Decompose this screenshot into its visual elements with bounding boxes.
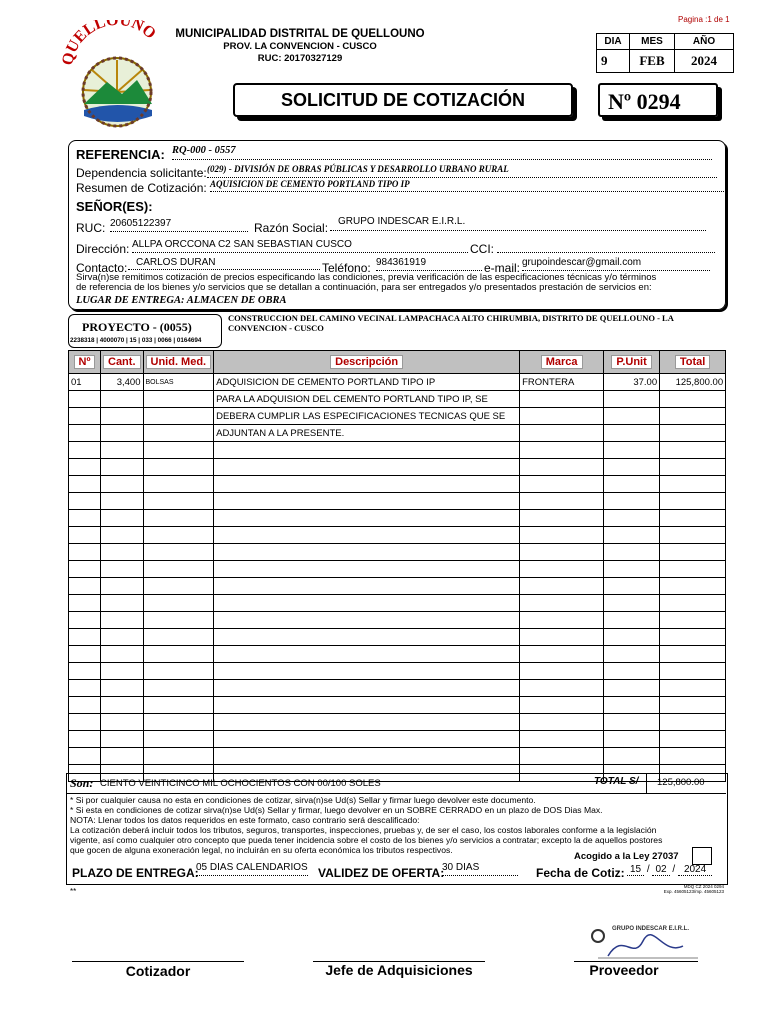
empty-cell — [520, 561, 604, 578]
plazo-label: PLAZO DE ENTREGA: — [72, 866, 199, 880]
empty-cell — [660, 442, 726, 459]
empty-cell — [214, 442, 520, 459]
document-title: SOLICITUD DE COTIZACIÓN — [233, 83, 573, 117]
table-row — [69, 408, 726, 425]
empty-cell — [143, 748, 214, 765]
items-header-row — [69, 351, 726, 374]
col-header-descripcion — [214, 351, 520, 374]
empty-cell — [520, 578, 604, 595]
row-numero: 01 — [69, 374, 101, 391]
empty-cell — [660, 646, 726, 663]
empty-cell — [101, 561, 144, 578]
intro-line-2: de referencia de los bienes y/o servicios que se detallan a continuación, para ser entregados y/o presentados prestación de servicios en: — [76, 282, 652, 293]
empty-cell — [520, 748, 604, 765]
empty-cell — [101, 493, 144, 510]
empty-cell — [604, 612, 660, 629]
validez-label: VALIDEZ DE OFERTA: — [318, 866, 445, 880]
empty-cell — [214, 493, 520, 510]
telefono-value: 984361919 — [376, 257, 482, 271]
empty-cell — [101, 544, 144, 561]
empty-cell — [520, 680, 604, 697]
table-row — [69, 510, 726, 527]
empty-cell — [143, 595, 214, 612]
empty-cell — [660, 544, 726, 561]
empty-cell — [101, 697, 144, 714]
project-label: PROYECTO - (0055) — [82, 320, 192, 334]
empty-cell — [660, 629, 726, 646]
empty-cell — [214, 714, 520, 731]
empty-cell — [604, 680, 660, 697]
note-6: que gocen de alguna exoneración legal, no incluirán en su oferta económica los tributos respectivos. — [70, 845, 453, 855]
empty-cell — [604, 697, 660, 714]
ref-small — [660, 884, 724, 894]
empty-cell — [604, 578, 660, 595]
empty-cell — [69, 510, 101, 527]
empty-cell — [143, 629, 214, 646]
row-cantidad: 3,400 — [101, 374, 144, 391]
empty-cell — [660, 612, 726, 629]
empty-cell — [101, 578, 144, 595]
table-row — [69, 391, 726, 408]
table-row — [69, 663, 726, 680]
table-row — [69, 527, 726, 544]
empty-cell — [660, 731, 726, 748]
empty-cell — [69, 459, 101, 476]
empty-cell — [143, 476, 214, 493]
empty-cell — [604, 459, 660, 476]
note-5: vigente, así como cualquier otro concepto que pueda tener incidencia sobre el costo de los bienes y/o servicios a contratar; excepto la de aquellos postores — [70, 835, 663, 845]
empty-cell — [101, 476, 144, 493]
empty-cell — [69, 714, 101, 731]
col-header-text: Nº — [74, 355, 96, 369]
empty-cell — [101, 459, 144, 476]
empty-cell — [69, 731, 101, 748]
table-row — [69, 544, 726, 561]
empty-cell — [214, 629, 520, 646]
empty-cell — [69, 544, 101, 561]
son-value: CIENTO VEINTICINCO MIL OCHOCIENTOS CON 00/100 SOLES — [100, 778, 381, 789]
empty-cell — [143, 612, 214, 629]
project-codes: 2238318 | 4000070 | 15 | 033 | 0066 | 0164694 — [70, 337, 202, 344]
intro-line-1: Sirva(n)se remitimos cotización de precios especificando las condiciones, previa verificación de las especificaciones técnicas y/o términos — [76, 272, 657, 283]
validez-value: 30 DIAS — [442, 862, 518, 876]
email-label: e-mail: — [484, 261, 521, 275]
items-table — [68, 350, 726, 782]
empty-cell — [143, 442, 214, 459]
col-header-text: Unid. Med. — [146, 355, 212, 369]
empty-cell — [520, 629, 604, 646]
table-row — [69, 374, 726, 391]
empty-cell — [520, 476, 604, 493]
ref-small-1: MDQ CZ 2024 0294 — [683, 884, 724, 889]
row-unidad: BOLSAS — [143, 374, 214, 391]
direccion-value: ALLPA ORCCONA C2 SAN SEBASTIAN CUSCO — [132, 239, 468, 253]
empty-cell — [69, 612, 101, 629]
ruc-label: RUC: — [76, 221, 106, 235]
row-total: 125,800.00 — [660, 374, 726, 391]
empty-cell — [143, 544, 214, 561]
empty-cell — [604, 646, 660, 663]
empty-cell — [143, 561, 214, 578]
empty-cell — [604, 442, 660, 459]
ruc-value: 20605122397 — [110, 218, 248, 232]
stars: ** — [70, 887, 77, 896]
empty-cell — [520, 663, 604, 680]
empty-cell — [660, 697, 726, 714]
cotizador-label: Cotizador — [125, 963, 191, 979]
desc-line-3: ADJUNTAN A LA PRESENTE. — [214, 425, 520, 442]
empty-cell — [101, 510, 144, 527]
jefe-label: Jefe de Adquisiciones — [325, 962, 473, 978]
empty-cell — [143, 510, 214, 527]
direccion-label: Dirección: — [76, 242, 130, 256]
empty-cell — [520, 731, 604, 748]
col-header-text: Cant. — [103, 355, 141, 369]
empty-cell — [660, 578, 726, 595]
razon-label: Razón Social: — [254, 221, 329, 235]
empty-cell — [660, 476, 726, 493]
empty-cell — [604, 731, 660, 748]
empty-cell — [214, 595, 520, 612]
table-row — [69, 459, 726, 476]
empty-cell — [69, 748, 101, 765]
fecha-value: 15 / 02 / 2024 — [627, 864, 712, 875]
empty-cell — [604, 714, 660, 731]
empty-cell — [214, 578, 520, 595]
empty-cell — [143, 578, 214, 595]
empty-cell — [214, 731, 520, 748]
cci-value — [497, 239, 715, 253]
table-row — [69, 646, 726, 663]
empty-cell — [69, 595, 101, 612]
empty-cell — [101, 663, 144, 680]
empty-cell — [214, 612, 520, 629]
empty-cell — [143, 493, 214, 510]
desc-line-2: DEBERA CUMPLIR LAS ESPECIFICACIONES TECNICAS QUE SE — [214, 408, 520, 425]
empty-cell — [214, 544, 520, 561]
resumen-label: Resumen de Cotización: — [76, 181, 207, 195]
son-label: Son: — [70, 776, 94, 790]
empty-cell — [143, 663, 214, 680]
empty-cell — [604, 561, 660, 578]
empty-cell — [101, 646, 144, 663]
empty-cell — [214, 697, 520, 714]
empty-cell — [660, 561, 726, 578]
empty-cell — [520, 493, 604, 510]
note-3: NOTA: Llenar todos los datos requeridos en este formato, caso contrario será descalificado: — [70, 815, 420, 825]
empty-cell — [660, 663, 726, 680]
empty-cell — [69, 697, 101, 714]
empty-cell — [101, 680, 144, 697]
empty-cell — [604, 748, 660, 765]
contacto-label: Contacto: — [76, 261, 128, 275]
intro-text — [76, 273, 722, 293]
empty-cell — [604, 595, 660, 612]
empty-cell — [520, 459, 604, 476]
empty-cell — [101, 748, 144, 765]
table-row — [69, 493, 726, 510]
senores-label: SEÑOR(ES): — [76, 199, 153, 214]
empty-cell — [214, 680, 520, 697]
telefono-label: Teléfono: — [322, 261, 371, 275]
col-header-total — [660, 351, 726, 374]
document-number: Nº 0294 — [598, 83, 718, 117]
empty-cell — [101, 731, 144, 748]
row-punit: 37.00 — [604, 374, 660, 391]
empty-cell — [101, 442, 144, 459]
dependencia-label: Dependencia solicitante: — [76, 166, 207, 180]
table-row — [69, 425, 726, 442]
table-row — [69, 476, 726, 493]
empty-cell — [214, 459, 520, 476]
empty-cell — [214, 476, 520, 493]
col-header-text: Total — [675, 355, 710, 369]
empty-cell — [604, 544, 660, 561]
col-header-text: Descripción — [330, 355, 403, 369]
row-descripcion: ADQUISICION DE CEMENTO PORTLAND TIPO IP — [214, 374, 520, 391]
empty-cell — [69, 493, 101, 510]
col-header-text: P.Unit — [611, 355, 651, 369]
empty-cell — [69, 663, 101, 680]
day-label: DIA — [597, 34, 630, 50]
empty-cell — [660, 493, 726, 510]
col-header-numero — [69, 351, 101, 374]
total-value: 125,800.00 — [646, 773, 726, 793]
empty-cell — [214, 663, 520, 680]
empty-cell — [604, 510, 660, 527]
email-value: grupoindescar@gmail.com — [522, 257, 710, 271]
empty-cell — [69, 561, 101, 578]
empty-cell — [604, 629, 660, 646]
referencia-value: RQ-000 - 0557 — [172, 145, 712, 160]
empty-cell — [214, 646, 520, 663]
empty-cell — [604, 476, 660, 493]
empty-cell — [660, 459, 726, 476]
col-header-unidad — [143, 351, 214, 374]
municipality-logo — [62, 20, 172, 140]
empty-cell — [143, 459, 214, 476]
empty-cell — [520, 527, 604, 544]
razon-value: GRUPO INDESCAR E.I.R.L. — [330, 216, 706, 231]
empty-cell — [101, 714, 144, 731]
col-header-marca — [520, 351, 604, 374]
empty-cell — [520, 544, 604, 561]
table-row — [69, 731, 726, 748]
table-row — [69, 595, 726, 612]
fecha-anio: 2024 — [678, 864, 712, 876]
empty-cell — [69, 629, 101, 646]
empty-cell — [660, 714, 726, 731]
table-row — [69, 578, 726, 595]
resumen-value: AQUISICION DE CEMENTO PORTLAND TIPO IP — [210, 179, 726, 192]
total-label: TOTAL S/ — [594, 776, 639, 787]
empty-cell — [520, 595, 604, 612]
table-row — [69, 561, 726, 578]
plazo-value: 05 DIAS CALENDARIOS — [196, 862, 308, 876]
empty-cell — [69, 578, 101, 595]
fecha-mes: 02 — [652, 864, 669, 876]
empty-cell — [520, 697, 604, 714]
empty-cell — [143, 697, 214, 714]
ley-label: Acogido a la Ley 27037 — [574, 851, 679, 862]
empty-cell — [604, 663, 660, 680]
empty-cell — [660, 510, 726, 527]
empty-cell — [143, 646, 214, 663]
empty-cell — [520, 612, 604, 629]
logo-text: UELLOUNO — [63, 20, 159, 56]
note-2: * Si esta en condiciones de cotizar sirva(n)se Ud(s) Sellar y firmar, luego devolver en un SOBRE CERRADO en un plazo de DOS Dias Max. — [70, 805, 603, 815]
year-value: 2024 — [675, 50, 734, 73]
municipality-ruc: RUC: 20170327129 — [257, 53, 343, 64]
fecha-dia: 15 — [627, 864, 644, 876]
proveedor-label: Proveedor — [589, 962, 659, 978]
empty-cell — [520, 510, 604, 527]
empty-cell — [214, 561, 520, 578]
empty-cell — [660, 595, 726, 612]
empty-cell — [69, 527, 101, 544]
date-table — [596, 33, 734, 73]
empty-cell — [660, 527, 726, 544]
empty-cell — [69, 680, 101, 697]
empty-cell — [214, 510, 520, 527]
month-label: MES — [630, 34, 675, 50]
cotizador-line — [72, 961, 244, 962]
year-label: AÑO — [675, 34, 734, 50]
ley-checkbox[interactable] — [692, 847, 712, 865]
project-description: CONSTRUCCION DEL CAMINO VECINAL LAMPACHACA ALTO CHIRUMBIA, DISTRITO DE QUELLOUNO - LA CONVENCION - CUSCO — [228, 313, 674, 333]
empty-cell — [69, 442, 101, 459]
empty-cell — [143, 680, 214, 697]
col-header-cantidad — [101, 351, 144, 374]
empty-cell — [143, 714, 214, 731]
contacto-value: CARLOS DURAN — [128, 257, 320, 270]
col-header-text: Marca — [541, 355, 583, 369]
table-row — [69, 442, 726, 459]
provider-stamp — [588, 926, 708, 966]
page-indicator: Pagina :1 de 1 — [678, 15, 730, 24]
referencia-label: REFERENCIA: — [76, 147, 165, 162]
empty-cell — [214, 527, 520, 544]
month-value: FEB — [630, 50, 675, 73]
table-row — [69, 697, 726, 714]
stamp-text: GRUPO INDESCAR E.I.R.L. — [612, 926, 690, 932]
col-header-punit — [604, 351, 660, 374]
empty-cell — [101, 612, 144, 629]
ref-small-2: Exp. 45605123/mp. 45605123 — [663, 889, 724, 894]
notes — [70, 795, 720, 855]
empty-cell — [143, 731, 214, 748]
day-value: 9 — [597, 50, 630, 73]
table-row — [69, 714, 726, 731]
empty-cell — [101, 595, 144, 612]
empty-cell — [101, 629, 144, 646]
desc-line-1: PARA LA ADQUISION DEL CEMENTO PORTLAND TIPO IP, SE — [214, 391, 520, 408]
empty-cell — [604, 493, 660, 510]
table-row — [69, 680, 726, 697]
municipality-name: MUNICIPALIDAD DISTRITAL DE QUELLOUNO — [175, 28, 425, 40]
row-marca: FRONTERA — [520, 374, 604, 391]
empty-cell — [69, 476, 101, 493]
empty-cell — [143, 527, 214, 544]
lugar-entrega: LUGAR DE ENTREGA: ALMACEN DE OBRA — [76, 295, 287, 306]
table-row — [69, 748, 726, 765]
empty-cell — [101, 527, 144, 544]
empty-cell — [660, 680, 726, 697]
empty-cell — [69, 646, 101, 663]
cci-label: CCI: — [470, 242, 494, 256]
empty-cell — [520, 714, 604, 731]
empty-cell — [604, 527, 660, 544]
table-row — [69, 612, 726, 629]
empty-cell — [520, 646, 604, 663]
empty-cell — [214, 748, 520, 765]
fecha-label: Fecha de Cotiz: — [536, 866, 625, 880]
note-4: La cotización deberá incluir todos los tributos, seguros, transportes, inspecciones, pruebas y, de ser el caso, los costos laborales conforme a la legislación — [70, 825, 657, 835]
province: PROV. LA CONVENCION - CUSCO — [223, 41, 377, 52]
empty-cell — [520, 442, 604, 459]
note-1: * Si por cualquier causa no esta en condiciones de cotizar, sirva(n)se Ud(s) Sellar y firmar luego devolver este documento. — [70, 795, 536, 805]
table-row — [69, 629, 726, 646]
empty-cell — [660, 748, 726, 765]
dependencia-value: (029) - DIVISIÓN DE OBRAS PÚBLICAS Y DESARROLLO URBANO RURAL — [207, 164, 717, 178]
